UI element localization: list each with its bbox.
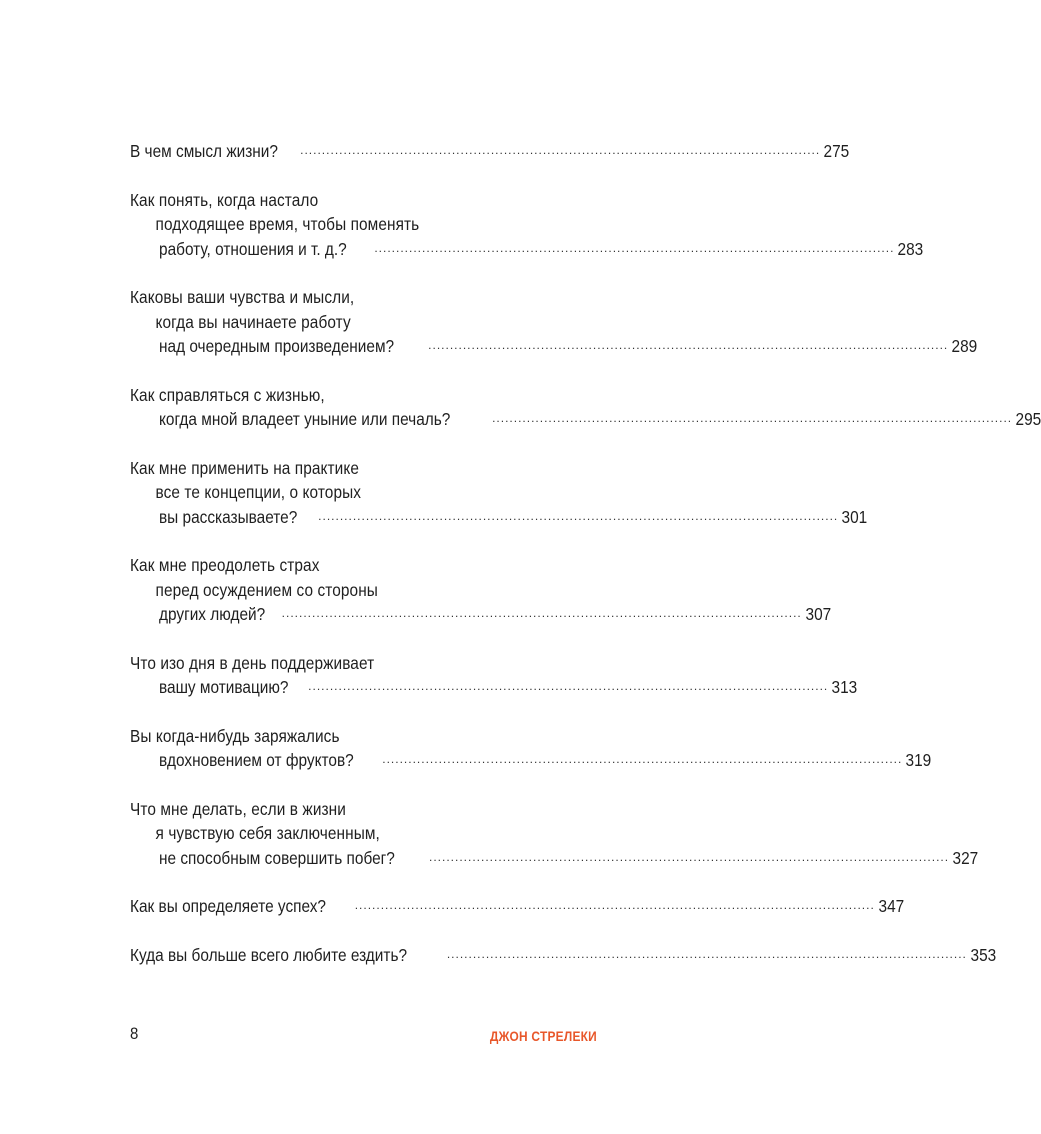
toc-entry-line: подходящее время, чтобы поменять	[155, 214, 420, 234]
dot-leader: ........................................................................................................................	[492, 411, 1013, 425]
toc-page-number: 347	[878, 896, 904, 916]
toc-entry-line: Как мне преодолеть страх	[130, 555, 320, 575]
toc-entry-line: все те концепции, о которых	[155, 482, 362, 502]
dot-leader: ........................................................................................................................	[308, 679, 829, 693]
toc-entry-line: над очередным произведением?	[159, 336, 395, 356]
dot-leader: ........................................................................................................................	[354, 898, 875, 912]
dot-leader: ........................................................................................................................	[428, 338, 949, 352]
toc-entry	[130, 943, 997, 968]
toc-entry	[130, 383, 1041, 432]
toc-entry-line: я чувствую себя заключенным,	[155, 823, 380, 843]
toc-page-number: 289	[951, 336, 978, 356]
toc-entry-line: Как мне применить на практике	[130, 457, 360, 478]
toc-entry	[130, 456, 868, 530]
toc-entry-line: когда мной владеет уныние или печаль?	[159, 409, 451, 429]
page-number: 8	[130, 1024, 139, 1043]
toc-page-number: 313	[831, 677, 858, 697]
toc-page-number: 283	[897, 238, 924, 259]
toc-entry-last-line	[130, 675, 858, 700]
toc-entry-line: Как вы определяете успех?	[130, 896, 326, 916]
toc-entry	[130, 188, 924, 262]
toc-entry-line: других людей?	[159, 604, 266, 624]
toc-entry	[130, 724, 932, 773]
toc-entry	[130, 651, 858, 700]
toc-entry-last-line	[130, 894, 904, 919]
dot-leader: ........................................................................................................................	[374, 240, 895, 255]
toc-entry	[130, 894, 904, 919]
dot-leader: ........................................................................................................................	[300, 143, 821, 157]
toc-page-number: 295	[1015, 409, 1041, 429]
toc-entry-line: когда вы начинаете работу	[155, 311, 351, 332]
toc-entry-line: перед осуждением со стороны	[155, 579, 378, 600]
toc-entry-line: Каковы ваши чувства и мысли,	[130, 287, 355, 307]
toc-entry-line: вы рассказываете?	[159, 506, 298, 527]
toc-entry-line: вашу мотивацию?	[159, 677, 289, 697]
toc-entry-line: Куда вы больше всего любите ездить?	[130, 944, 408, 965]
toc-entry-line: Что изо дня в день поддерживает	[130, 652, 375, 673]
toc-entry-last-line	[130, 237, 924, 262]
dot-leader: ........................................................................................................................	[382, 752, 903, 766]
dot-leader: ........................................................................................................................	[429, 849, 950, 864]
toc-entry-last-line	[130, 602, 831, 627]
toc-entry	[130, 285, 978, 359]
toc-entry-last-line	[130, 407, 1041, 432]
toc-entry-last-line	[130, 334, 978, 359]
toc-entry-line: Вы когда-нибудь заряжались	[130, 725, 340, 746]
toc-entry-line: Как справляться с жизнью,	[130, 384, 325, 405]
toc-entry	[130, 553, 831, 627]
toc-entry-line: В чем смысл жизни?	[130, 141, 278, 161]
toc-entry-last-line	[130, 139, 850, 164]
toc-entry-line: Как понять, когда настало	[130, 189, 319, 210]
toc-page-number: 327	[952, 847, 979, 868]
toc-entry-last-line	[130, 943, 997, 968]
toc-entry-line: Что мне делать, если в жизни	[130, 798, 346, 819]
toc-page-number: 275	[823, 141, 850, 161]
toc-entry	[130, 139, 850, 164]
toc-entry-last-line	[130, 505, 868, 530]
toc-entry	[130, 797, 979, 871]
toc-page-number: 353	[970, 944, 997, 965]
toc-page-number: 319	[905, 750, 932, 770]
dot-leader: ........................................................................................................................	[446, 946, 967, 961]
dot-leader: ........................................................................................................................	[281, 606, 802, 620]
toc-entry-line: вдохновением от фруктов?	[159, 750, 354, 770]
toc-entry-line: работу, отношения и т. д.?	[159, 238, 347, 259]
running-head-author: ДЖОН СТРЕЛЕКИ	[489, 1028, 597, 1044]
toc-entry-last-line	[130, 748, 932, 773]
toc-page-number: 301	[841, 506, 868, 527]
toc-entry-line: не способным совершить побег?	[159, 847, 395, 868]
table-of-contents	[130, 139, 1041, 991]
toc-page-number: 307	[805, 604, 831, 624]
toc-entry-last-line	[130, 846, 979, 871]
dot-leader: ........................................................................................................................	[318, 508, 839, 523]
